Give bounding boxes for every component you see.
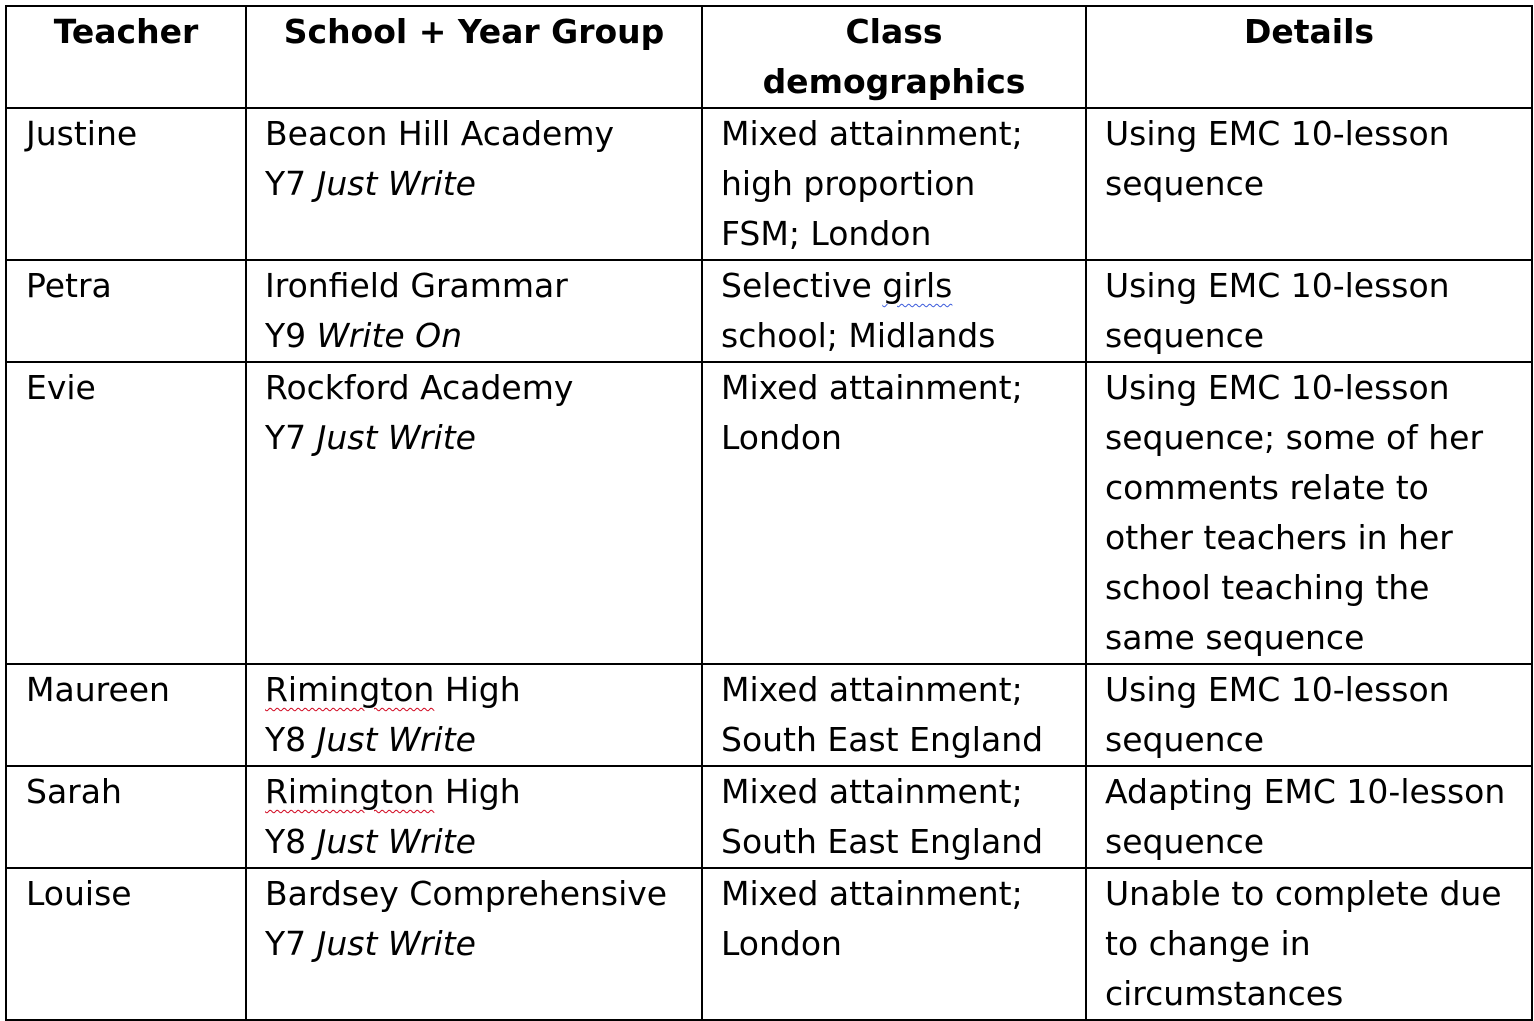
school-cell — [246, 664, 702, 766]
school-name: Rockford Academy — [265, 368, 574, 407]
demographics-line: high proportion — [721, 164, 976, 203]
programme-name: Just Write — [316, 822, 476, 861]
year-label: Y7 — [265, 924, 307, 963]
details-cell — [1086, 766, 1532, 868]
details-cell — [1086, 108, 1532, 260]
details-line: school teaching the — [1105, 568, 1430, 607]
teacher-cell — [6, 260, 246, 362]
table-row — [6, 664, 1532, 766]
school-name: Bardsey Comprehensive — [265, 874, 668, 913]
school-name — [265, 767, 695, 817]
school-cell — [246, 260, 702, 362]
year-label: Y7 — [265, 418, 307, 457]
table-row — [6, 868, 1532, 1020]
table-row — [6, 766, 1532, 868]
details-line: sequence — [1105, 164, 1265, 203]
programme-name: Just Write — [316, 164, 476, 203]
details-line: to change in — [1105, 924, 1311, 963]
programme-name: Write On — [316, 316, 463, 355]
programme-name: Just Write — [316, 418, 476, 457]
table-row — [6, 260, 1532, 362]
teacher-cell — [6, 664, 246, 766]
demographics-line: Mixed attainment; — [721, 368, 1023, 407]
header-teacher: Teacher — [6, 6, 246, 108]
details-line: Using EMC 10-lesson — [1105, 368, 1450, 407]
demographics-cell — [702, 766, 1086, 868]
year-label: Y8 — [265, 822, 307, 861]
year-group — [265, 159, 695, 209]
school-cell — [246, 868, 702, 1020]
demographics-line — [721, 261, 1079, 311]
school-name-rest: High — [434, 670, 521, 709]
demographics-line: Mixed attainment; — [721, 114, 1023, 153]
details-line: circumstances — [1105, 974, 1344, 1013]
demographics-text: Selective — [721, 266, 883, 305]
school-name: Beacon Hill Academy — [265, 114, 614, 153]
details-cell — [1086, 664, 1532, 766]
demographics-cell — [702, 260, 1086, 362]
school-cell — [246, 362, 702, 664]
programme-name: Just Write — [316, 720, 476, 759]
demographics-cell — [702, 108, 1086, 260]
details-line: sequence — [1105, 316, 1265, 355]
table-row — [6, 362, 1532, 664]
teacher-cell — [6, 868, 246, 1020]
school-name-rest: High — [434, 772, 521, 811]
year-label: Y7 — [265, 164, 307, 203]
demographics-cell — [702, 868, 1086, 1020]
year-group — [265, 919, 695, 969]
details-line: Adapting EMC 10-lesson — [1105, 772, 1506, 811]
teacher-name: Maureen — [26, 670, 170, 709]
teacher-table — [5, 5, 1533, 1021]
teacher-name: Evie — [26, 368, 96, 407]
demographics-line: South East England — [721, 822, 1044, 861]
details-line: sequence; some of her — [1105, 418, 1484, 457]
demographics-line: South East England — [721, 720, 1044, 759]
teacher-cell — [6, 766, 246, 868]
teacher-name: Petra — [26, 266, 112, 305]
demographics-line: Mixed attainment; — [721, 772, 1023, 811]
details-line: Using EMC 10-lesson — [1105, 266, 1450, 305]
school-cell — [246, 766, 702, 868]
document-page — [5, 5, 1533, 1021]
details-line: sequence — [1105, 720, 1265, 759]
details-line: Using EMC 10-lesson — [1105, 114, 1450, 153]
teacher-cell — [6, 108, 246, 260]
spelling-flagged-word: Rimington — [265, 772, 435, 811]
teacher-cell — [6, 362, 246, 664]
demographics-line: school; Midlands — [721, 316, 996, 355]
demographics-line: London — [721, 418, 842, 457]
spelling-flagged-word: Rimington — [265, 670, 435, 709]
details-line: Unable to complete due — [1105, 874, 1502, 913]
demographics-line: FSM; London — [721, 214, 932, 253]
teacher-name: Louise — [26, 874, 132, 913]
demographics-line: London — [721, 924, 842, 963]
demographics-cell — [702, 362, 1086, 664]
teacher-name: Justine — [26, 114, 138, 153]
year-group — [265, 715, 695, 765]
header-class-demographics: Class demographics — [702, 6, 1086, 108]
details-line: comments relate to — [1105, 468, 1429, 507]
year-group — [265, 311, 695, 361]
details-line: sequence — [1105, 822, 1265, 861]
school-name — [265, 665, 695, 715]
table-row — [6, 108, 1532, 260]
details-cell — [1086, 868, 1532, 1020]
details-line: other teachers in her — [1105, 518, 1453, 557]
demographics-cell — [702, 664, 1086, 766]
year-group — [265, 413, 695, 463]
details-cell — [1086, 260, 1532, 362]
header-details: Details — [1086, 6, 1532, 108]
details-line: same sequence — [1105, 618, 1365, 657]
school-cell — [246, 108, 702, 260]
year-group — [265, 817, 695, 867]
teacher-name: Sarah — [26, 772, 122, 811]
year-label: Y8 — [265, 720, 307, 759]
details-line: Using EMC 10-lesson — [1105, 670, 1450, 709]
programme-name: Just Write — [316, 924, 476, 963]
school-name: Ironfield Grammar — [265, 266, 568, 305]
grammar-flagged-word: girls — [882, 266, 953, 305]
year-label: Y9 — [265, 316, 307, 355]
header-school-year-group: School + Year Group — [246, 6, 702, 108]
details-cell — [1086, 362, 1532, 664]
header-row — [6, 6, 1532, 108]
demographics-line: Mixed attainment; — [721, 874, 1023, 913]
demographics-line: Mixed attainment; — [721, 670, 1023, 709]
